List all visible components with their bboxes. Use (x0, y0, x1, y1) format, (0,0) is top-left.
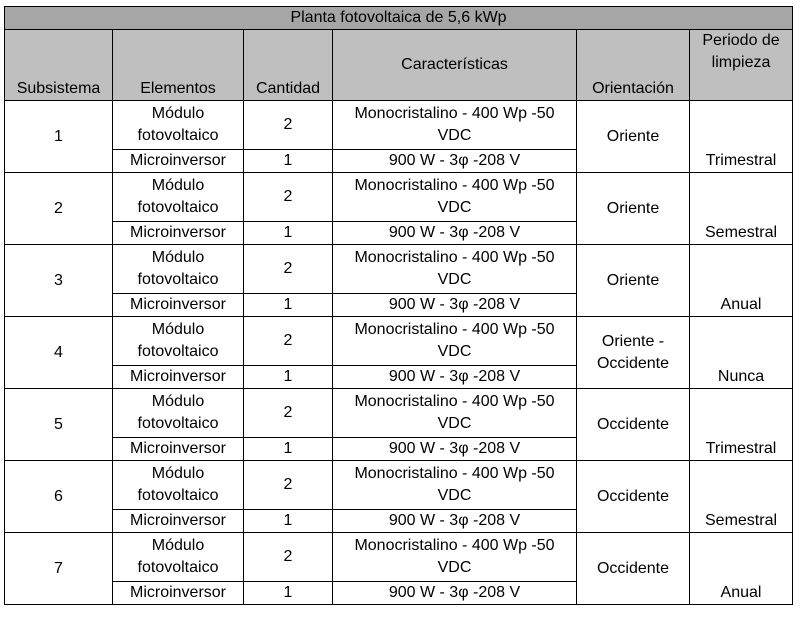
cell-elemento-modulo: Módulo fotovoltaico (113, 173, 244, 222)
cell-subsistema: 4 (5, 317, 113, 389)
cell-caracteristicas-modulo: Monocristalino - 400 Wp -50 VDC (333, 245, 577, 294)
cell-periodo: Trimestral (690, 389, 793, 461)
header-elementos: Elementos (113, 30, 244, 101)
cell-elemento-micro: Microinversor (113, 366, 244, 389)
cell-cantidad-micro: 1 (244, 582, 333, 605)
cell-cantidad-modulo: 2 (244, 389, 333, 438)
cell-periodo: Nunca (690, 317, 793, 389)
table-row-module (5, 389, 793, 438)
cell-elemento-micro: Microinversor (113, 150, 244, 173)
cell-periodo: Trimestral (690, 101, 793, 173)
cell-elemento-micro: Microinversor (113, 510, 244, 533)
cell-elemento-micro: Microinversor (113, 294, 244, 317)
cell-periodo: Semestral (690, 461, 793, 533)
table-header-row (5, 30, 793, 101)
cell-orientacion: Oriente (577, 245, 690, 317)
cell-subsistema: 3 (5, 245, 113, 317)
cell-cantidad-micro: 1 (244, 150, 333, 173)
cell-orientacion: Occidente (577, 461, 690, 533)
cell-cantidad-modulo: 2 (244, 461, 333, 510)
cell-caracteristicas-micro: 900 W - 3φ -208 V (333, 222, 577, 245)
cell-caracteristicas-modulo: Monocristalino - 400 Wp -50 VDC (333, 317, 577, 366)
table-title: Planta fotovoltaica de 5,6 kWp (5, 7, 793, 30)
cell-cantidad-modulo: 2 (244, 173, 333, 222)
cell-caracteristicas-micro: 900 W - 3φ -208 V (333, 366, 577, 389)
cell-caracteristicas-micro: 900 W - 3φ -208 V (333, 582, 577, 605)
table-title-row (5, 7, 793, 30)
header-cantidad: Cantidad (244, 30, 333, 101)
table-row-module (5, 245, 793, 294)
cell-orientacion: Oriente - Occidente (577, 317, 690, 389)
cell-elemento-micro: Microinversor (113, 222, 244, 245)
table-body (5, 101, 793, 605)
cell-caracteristicas-micro: 900 W - 3φ -208 V (333, 150, 577, 173)
table-row-module (5, 173, 793, 222)
cell-caracteristicas-modulo: Monocristalino - 400 Wp -50 VDC (333, 389, 577, 438)
cell-cantidad-modulo: 2 (244, 317, 333, 366)
cell-cantidad-modulo: 2 (244, 533, 333, 582)
cell-elemento-modulo: Módulo fotovoltaico (113, 389, 244, 438)
pv-plant-table (4, 6, 793, 605)
table-row-module (5, 101, 793, 150)
table-row-module (5, 461, 793, 510)
table-container (4, 6, 792, 605)
cell-cantidad-micro: 1 (244, 510, 333, 533)
cell-elemento-modulo: Módulo fotovoltaico (113, 533, 244, 582)
table-row-module (5, 317, 793, 366)
cell-caracteristicas-modulo: Monocristalino - 400 Wp -50 VDC (333, 173, 577, 222)
cell-caracteristicas-modulo: Monocristalino - 400 Wp -50 VDC (333, 461, 577, 510)
cell-elemento-modulo: Módulo fotovoltaico (113, 461, 244, 510)
cell-elemento-modulo: Módulo fotovoltaico (113, 317, 244, 366)
cell-subsistema: 7 (5, 533, 113, 605)
cell-subsistema: 2 (5, 173, 113, 245)
cell-orientacion: Oriente (577, 101, 690, 173)
table-row-module (5, 533, 793, 582)
cell-elemento-micro: Microinversor (113, 582, 244, 605)
cell-subsistema: 1 (5, 101, 113, 173)
cell-subsistema: 5 (5, 389, 113, 461)
cell-periodo: Anual (690, 533, 793, 605)
cell-cantidad-micro: 1 (244, 294, 333, 317)
cell-caracteristicas-micro: 900 W - 3φ -208 V (333, 438, 577, 461)
cell-caracteristicas-micro: 900 W - 3φ -208 V (333, 294, 577, 317)
cell-caracteristicas-modulo: Monocristalino - 400 Wp -50 VDC (333, 101, 577, 150)
cell-orientacion: Oriente (577, 173, 690, 245)
cell-cantidad-micro: 1 (244, 366, 333, 389)
cell-caracteristicas-modulo: Monocristalino - 400 Wp -50 VDC (333, 533, 577, 582)
cell-subsistema: 6 (5, 461, 113, 533)
cell-orientacion: Occidente (577, 389, 690, 461)
cell-cantidad-micro: 1 (244, 438, 333, 461)
header-periodo: Periodo de limpieza (690, 30, 793, 101)
header-caracteristicas: Características (333, 30, 577, 101)
cell-caracteristicas-micro: 900 W - 3φ -208 V (333, 510, 577, 533)
header-orientacion: Orientación (577, 30, 690, 101)
cell-elemento-modulo: Módulo fotovoltaico (113, 245, 244, 294)
cell-elemento-micro: Microinversor (113, 438, 244, 461)
header-subsistema: Subsistema (5, 30, 113, 101)
cell-elemento-modulo: Módulo fotovoltaico (113, 101, 244, 150)
cell-orientacion: Occidente (577, 533, 690, 605)
cell-periodo: Anual (690, 245, 793, 317)
cell-cantidad-modulo: 2 (244, 245, 333, 294)
cell-periodo: Semestral (690, 173, 793, 245)
cell-cantidad-micro: 1 (244, 222, 333, 245)
cell-cantidad-modulo: 2 (244, 101, 333, 150)
